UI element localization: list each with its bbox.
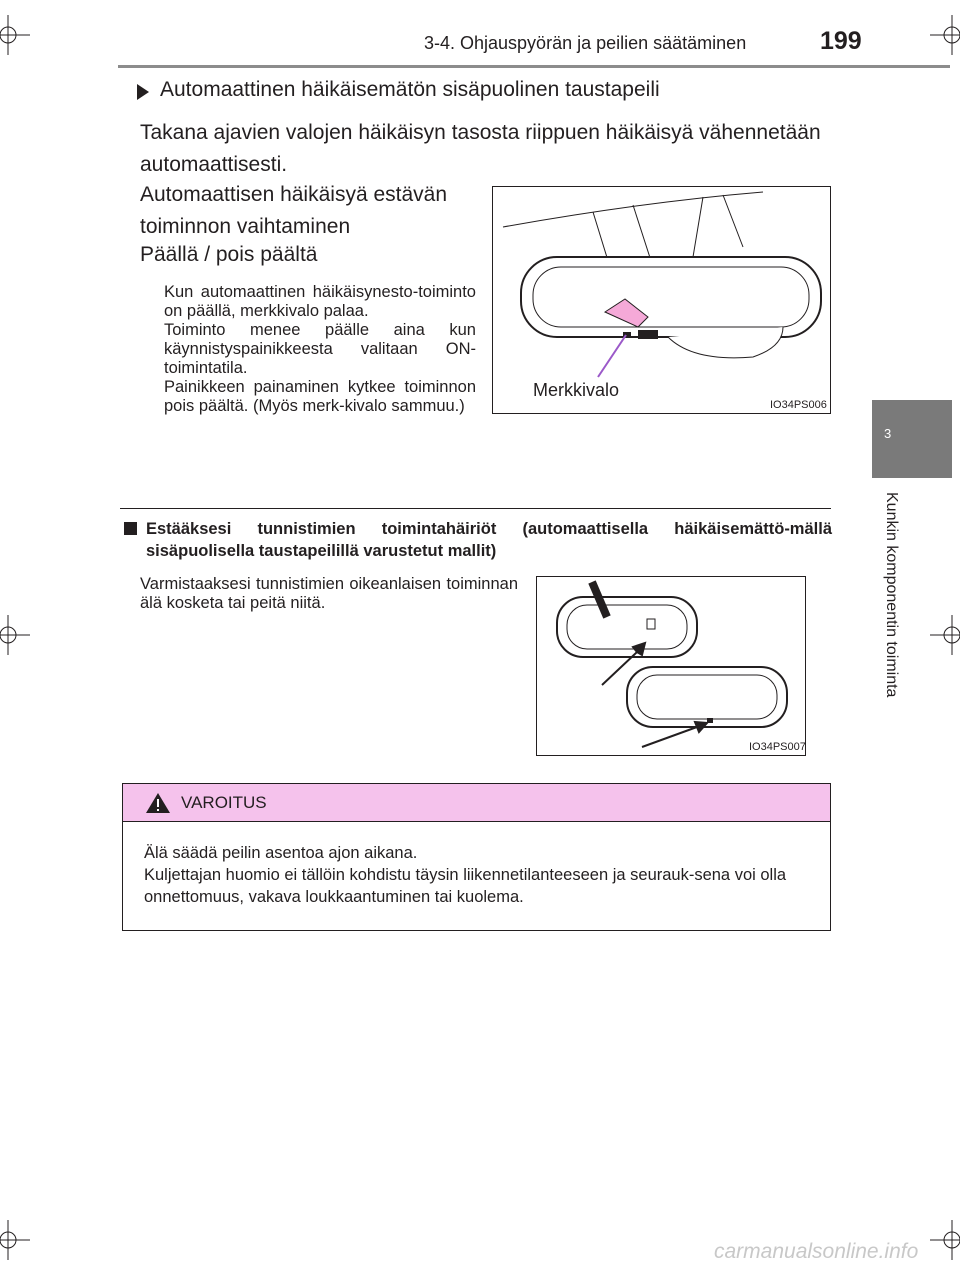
sensor-figure [536, 576, 806, 756]
section-divider [120, 508, 831, 509]
chapter-title: Kunkin komponentin toiminta [883, 492, 900, 698]
body-text: Kun automaattinen häikäisynesto-toiminto on päällä, merkkivalo palaa. Toiminto menee päälle aina kun käynnistyspainikkeesta valitaan ON-toimintatila. Painikkeen painaminen kytkee toiminnon pois päältä. (Myös merk-kivalo sammuu.) [164, 283, 476, 415]
subheading: Automaattisen häikäisyä estävän toiminnon vaihtaminen [140, 183, 448, 238]
figure2-code: IO34PS007 [749, 741, 806, 753]
warning-triangle-icon [145, 792, 171, 814]
warning-header [123, 784, 830, 822]
crop-mark-top-left [0, 15, 30, 55]
section2-body: Varmistaaksesi tunnistimien oikeanlaisen toiminnan älä kosketa tai peitä niitä. [140, 575, 518, 612]
square-bullet-icon [124, 522, 137, 535]
section-heading: Automaattinen häikäisemätön sisäpuolinen taustapeili [160, 78, 660, 101]
crop-mark-top-right [930, 15, 960, 55]
chapter-number: 3 [884, 426, 892, 441]
crop-mark-bottom-right [930, 1220, 960, 1260]
triangle-bullet-icon [137, 84, 149, 100]
section-title: 3-4. Ohjauspyörän ja peilien säätäminen [424, 33, 747, 53]
warning-box [122, 783, 831, 931]
section2-heading: Estääksesi tunnistimien toimintahäiriöt (automaattisella häikäisemättö-mällä sisäpuolisella taustapeilillä varustetut mallit) [146, 520, 832, 560]
chapter-title-vertical [880, 492, 904, 742]
crop-mark-bottom-left [0, 1220, 30, 1260]
header-rule [118, 65, 950, 68]
page-number: 199 [820, 27, 862, 55]
warning-title: VAROITUS [181, 793, 267, 812]
intro-paragraph: Takana ajavien valojen häikäisyn tasosta riippuen häikäisyä vähennetään automaattisesti. [140, 121, 821, 176]
on-off-label: Päällä / pois päältä [140, 243, 318, 266]
crop-mark-mid-left [0, 615, 30, 655]
warning-text: Älä säädä peilin asentoa ajon aikana. Kuljettajan huomio ei tällöin kohdistu täysin liikennetilanteeseen ja seurauk-sena voi olla onnettomuus, vakava loukkaantuminen tai kuolema. [144, 844, 787, 906]
indicator-label: Merkkivalo [533, 380, 620, 400]
crop-mark-mid-right [930, 615, 960, 655]
watermark: carmanualsonline.info [714, 1240, 919, 1263]
sensor-illustration [537, 577, 806, 756]
figure-code: IO34PS006 [770, 399, 827, 411]
